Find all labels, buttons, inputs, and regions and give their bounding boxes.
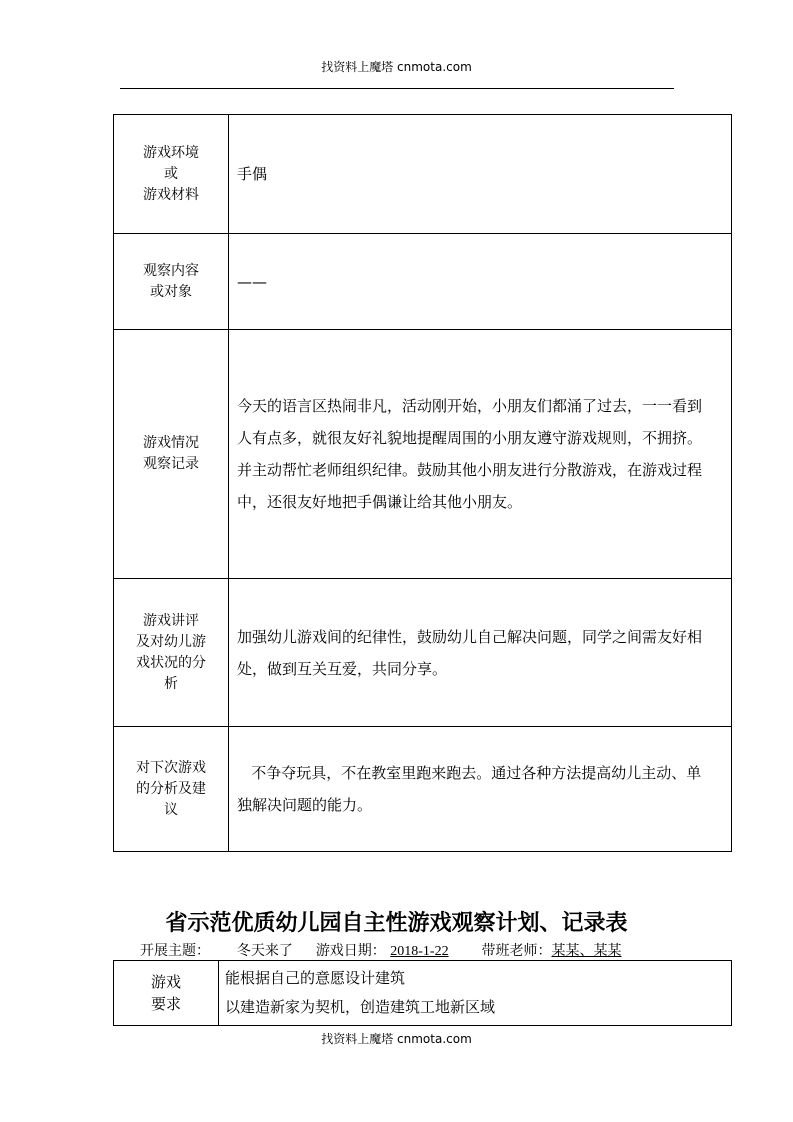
label-line: 或对象 [150,283,192,300]
content-line: 中，还很友好地把手偶谦让给其他小朋友。 [237,493,523,511]
theme-label: 开展主题： [140,943,210,959]
label-line: 戏状况的分 [136,654,206,671]
label-line: 析 [164,675,178,692]
content-line: —— [237,272,267,291]
content-line: 加强幼儿游戏间的纪律性，鼓励幼儿自己解决问题，同学之间需友好相 [237,627,703,646]
row-label [114,961,219,1026]
label-line: 的分析及建 [136,780,206,797]
label-line: 或 [164,165,178,182]
table-row [114,330,732,579]
teacher-label: 带班老师： [481,943,552,959]
content-line: 不争夺玩具，不在教室里跑来跑去。通过各种方法提高幼儿主动、单 [237,764,702,782]
label-line: 对下次游戏 [136,759,206,776]
row-label [114,330,229,579]
table-row [114,115,732,234]
label-line: 观察内容 [143,262,199,279]
row-label [114,579,229,727]
content-line: 并主动帮忙老师组织纪律。鼓励其他小朋友进行分散游戏，在游戏过程 [237,461,703,479]
row-label [114,727,229,852]
label-line: 及对幼儿游 [136,633,206,650]
content-line: 处，做到互关互爱，共同分享。 [237,659,448,678]
teacher-value: 某某、某某 [551,944,622,959]
table-row [114,579,732,727]
header-divider [120,88,674,89]
requirement-table [113,960,732,1026]
row-label [114,115,229,234]
info-line [140,940,622,960]
label-line: 要求 [150,995,181,1013]
theme-value: 冬天来了 [236,943,293,959]
label-line: 游戏 [150,973,181,991]
content-line: 独解决问题的能力。 [237,796,373,814]
row-content [229,115,732,234]
label-line: 议 [164,801,178,818]
table-row [114,727,732,852]
row-content [229,579,732,727]
content-line: 能根据自己的意愿设计建筑 [225,969,406,987]
label-line: 游戏环境 [143,144,199,161]
label-line: 游戏情况 [143,435,199,451]
table-row [114,961,732,1026]
content-line: 今天的语言区热闹非凡，活动刚开始，小朋友们都涌了过去，一一看到 [237,397,703,415]
content-line: 手偶 [237,165,268,183]
row-content [229,727,732,852]
observation-table [113,114,732,852]
row-content [229,330,732,579]
page-header: 找资料上魔塔 cnmota.com [321,60,472,74]
date-value: 2018-1-22 [390,944,449,959]
row-label [114,234,229,330]
date-label: 游戏日期： [315,943,386,959]
label-line: 观察记录 [143,456,199,472]
page-footer: 找资料上魔塔 cnmota.com [321,1032,472,1046]
content-line: 人有点多，就很友好礼貌地提醒周围的小朋友遵守游戏规则，不拥挤。 [237,429,703,447]
row-content [229,234,732,330]
label-line: 游戏讲评 [143,612,199,629]
row-content [219,961,732,1026]
table-row [114,234,732,330]
content-line: 以建造新家为契机，创造建筑工地新区域 [225,998,496,1016]
label-line: 游戏材料 [143,186,199,203]
page-title: 省示范优质幼儿园自主性游戏观察计划、记录表 [165,910,628,936]
